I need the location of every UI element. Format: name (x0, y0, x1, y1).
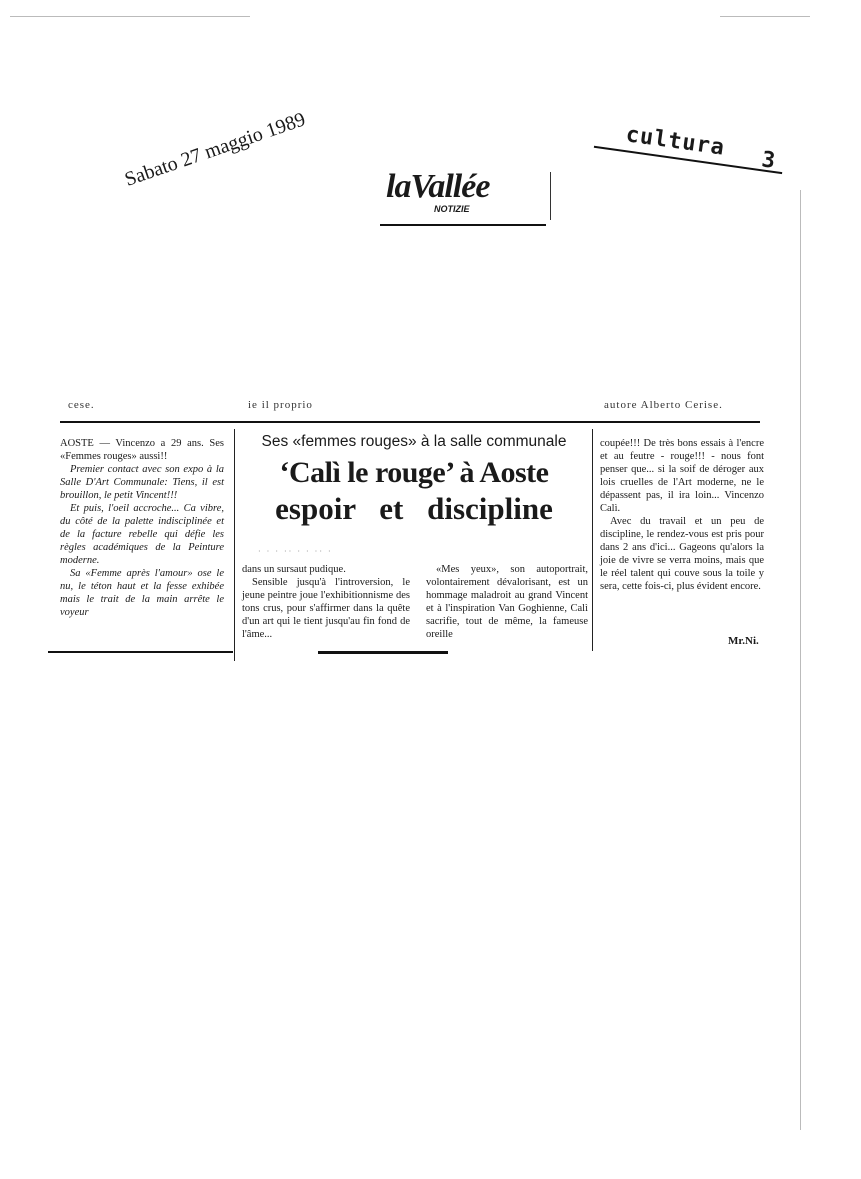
masthead-side-rule (550, 172, 551, 220)
column-1 (60, 437, 224, 619)
masthead-subtitle: NOTIZIE (434, 204, 470, 214)
scan-edge-top-right (720, 16, 810, 17)
article-clipping (48, 395, 770, 667)
article-byline: Mr.Ni. (728, 635, 759, 647)
col1-para-1: AOSTE — Vincenzo a 29 ans. Ses «Femmes rouges» aussi!! (60, 438, 224, 462)
column-rule-2 (592, 429, 593, 651)
column-4 (600, 437, 764, 593)
article-kicker: Ses «femmes rouges» à la salle communale (261, 433, 567, 450)
clip-top-rule (60, 421, 760, 423)
section-header (588, 118, 796, 215)
publication-date: Sabato 27 maggio 1989 (122, 108, 309, 191)
article-title-line-1: ‘Calì le rouge’ à Aoste (279, 456, 549, 489)
cut-fragment-1: cese. (68, 399, 95, 411)
col2-para-1: dans un sursaut pudique. (242, 564, 346, 575)
section-name: cultura (624, 122, 727, 161)
cut-fragment-3: autore Alberto Cerise. (604, 399, 723, 411)
col4-para-2: Avec du travail et un peu de discipline, le rendez-vous est pris pour dans 2 ans d'ici... Gageons qu'alors la joie de vivre se verra moins, mais que le réel talent qui couve sous la toile y sera, cette fois-ci, plus évident encore. (600, 516, 764, 592)
col1-para-4: Sa «Femme après l'amour» ose le nu, le téton haut et la fesse exhibée mais le trait de la main arrête le voyeur (60, 568, 224, 618)
headline-block (240, 433, 588, 527)
column-3 (426, 563, 588, 641)
scan-edge-right (800, 190, 801, 1130)
column-rule-1 (234, 429, 235, 661)
scan-edge-top (10, 16, 250, 17)
clip-bottom-rule (48, 651, 233, 653)
page-number: 3 (760, 147, 777, 174)
print-speckle: · · · ·· · · ·· · (258, 547, 333, 556)
masthead-logo: laVallée (386, 168, 490, 205)
article-title-line-2: espoir et discipline (275, 491, 553, 526)
col3-para-1: «Mes yeux», son autoportrait, volontairement dévalorisant, est un hommage maladroit au grand Vincent et à l'inspiration Van Goghienne, Calì sacrifie, tout de même, la fameuse oreille (426, 564, 588, 640)
col4-para-1: coupée!!! De très bons essais à l'encre et au feutre - rouge!!! - nous font penser que... si la soif de déroger aux lois cruelles de l'Art moderne, ne le dépassent pas, il ira loin... Vincenzo Calì. (600, 438, 764, 514)
column-2 (242, 563, 410, 641)
col1-para-3: Et puis, l'oeil accroche... Ca vibre, du côté de la palette indisciplinée et de la facture rebelle qui défie les règles académiques de la Peinture moderne. (60, 503, 224, 566)
clip-bottom-rule-2 (318, 651, 448, 654)
col1-para-2: Premier contact avec son expo à la Salle D'Art Communale: Tiens, il est brouillon, le petit Vincent!!! (60, 464, 224, 501)
col2-para-2: Sensible jusqu'à l'introversion, le jeune peintre joue l'exhibitionnisme des tons crus, pour s'affirmer dans la quête d'un art qui le tient jusqu'au fin fond de l'âme... (242, 577, 410, 640)
masthead-rule (380, 224, 546, 226)
cut-fragment-2: ie il proprio (248, 399, 313, 411)
masthead (380, 168, 550, 228)
